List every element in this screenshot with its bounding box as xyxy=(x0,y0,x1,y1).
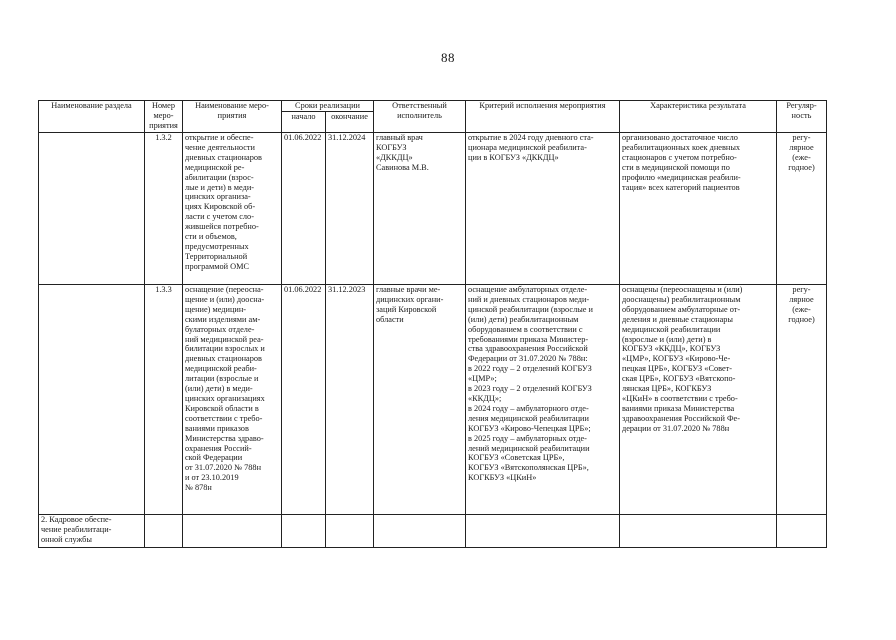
table-row xyxy=(39,285,827,515)
cell-result: организовано достаточное число реабилитационных коек дневных стационаров с учетом потребно- сти в медицинской помощи по профилю «медицинская реабили- тация» всех категорий пациентов xyxy=(620,133,777,285)
cell-regularity: регу- лярное (еже- годное) xyxy=(777,133,827,285)
header-terms: Сроки реализации xyxy=(282,101,374,112)
header-regularity: Регуляр- ность xyxy=(777,101,827,133)
header-result: Характеристика результата xyxy=(620,101,777,133)
header-number: Номер меро- приятия xyxy=(145,101,183,133)
table-row xyxy=(39,515,827,548)
cell-result: оснащены (переоснащены и (или) дооснащены) реабилитационным оборудованием амбулаторные от- деления и дневные стационары медицинской реабилитации (взрослые и (или) дети) в КОГБУЗ «ККДЦ», КОГБУЗ «ЦМР», КОГБУЗ «Кирово-Че- пецкая ЦРБ», КОГБУЗ «Совет- ская ЦРБ», КОГБУЗ «Вятскопо- лянская ЦРБ», КОГКБУЗ «ЦКиН» в соответствии с требо- ваниями приказа Министерства здравоохранения Российской Фе- дерации от 31.07.2020 № 788н xyxy=(620,285,777,515)
cell-result xyxy=(620,515,777,548)
cell-number xyxy=(145,515,183,548)
cell-end: 31.12.2023 xyxy=(326,285,374,515)
header-section: Наименование раздела xyxy=(39,101,145,133)
cell-number: 1.3.3 xyxy=(145,285,183,515)
activities-table xyxy=(38,100,827,548)
cell-responsible: главные врачи ме- дицинских органи- заций Кировской области xyxy=(374,285,466,515)
header-end: окончание xyxy=(326,112,374,133)
page-number: 88 xyxy=(441,50,455,65)
cell-regularity xyxy=(777,515,827,548)
cell-activity: оснащение (переосна- щение и (или) доосна- щение) медицин- скими изделиями ам- булаторных отделе- ний медицинской реа- билитации взрослых и дневных стационаров медицинской реаби- литации (взрослые и (или) дети) в меди- цинских организациях Кировской области в соответствии с требо- ваниями приказов Министерства здраво- охранения Россий- ской Федерации от 31.07.2020 № 788н и от 23.10.2019 № 878н xyxy=(183,285,282,515)
cell-section: 2. Кадровое обеспе- чение реабилитаци- онной службы xyxy=(39,515,145,548)
header-criterion: Критерий исполнения мероприятия xyxy=(466,101,620,133)
header-start: начало xyxy=(282,112,326,133)
cell-regularity: регу- лярное (еже- годное) xyxy=(777,285,827,515)
cell-start: 01.06.2022 xyxy=(282,133,326,285)
header-activity: Наименование меро- приятия xyxy=(183,101,282,133)
table-header-row xyxy=(39,101,827,112)
cell-criterion xyxy=(466,515,620,548)
cell-criterion: оснащение амбулаторных отделе- ний и дневных стационаров меди- цинской реабилитации (взрослые и (или) дети) реабилитационным оборудованием в соответствии с требованиями приказа Министер- ства здравоохранения Российской Федерации от 31.07.2020 № 788н: в 2022 году – 2 отделений КОГБУЗ «ЦМР»; в 2023 году – 2 отделений КОГБУЗ «ККДЦ»; в 2024 году – амбулаторного отде- ления медицинской реабилитации КОГБУЗ «Кирово-Чепецкая ЦРБ»; в 2025 году – амбулаторных отде- лений медицинской реабилитации КОГБУЗ «Советская ЦРБ», КОГБУЗ «Вятскополянская ЦРБ», КОГКБУЗ «ЦКиН» xyxy=(466,285,620,515)
cell-end xyxy=(326,515,374,548)
cell-end: 31.12.2024 xyxy=(326,133,374,285)
table-row xyxy=(39,133,827,285)
cell-responsible: главный врач КОГБУЗ «ДККДЦ» Савинова М.В. xyxy=(374,133,466,285)
cell-number: 1.3.2 xyxy=(145,133,183,285)
cell-criterion: открытие в 2024 году дневного ста- ционара медицинской реабилита- ции в КОГБУЗ «ДККДЦ» xyxy=(466,133,620,285)
cell-section xyxy=(39,285,145,515)
cell-activity: открытие и обеспе- чение деятельности дневных стационаров медицинской ре- абилитации (взрос- лые и дети) в меди- цинских организа- циях Кировской об- ласти с учетом сло- жившейся потребно- сти и объемов, предусмотренных Территориальной программой ОМС xyxy=(183,133,282,285)
cell-activity xyxy=(183,515,282,548)
cell-start xyxy=(282,515,326,548)
cell-section xyxy=(39,133,145,285)
header-responsible: Ответственный исполнитель xyxy=(374,101,466,133)
cell-responsible xyxy=(374,515,466,548)
cell-start: 01.06.2022 xyxy=(282,285,326,515)
